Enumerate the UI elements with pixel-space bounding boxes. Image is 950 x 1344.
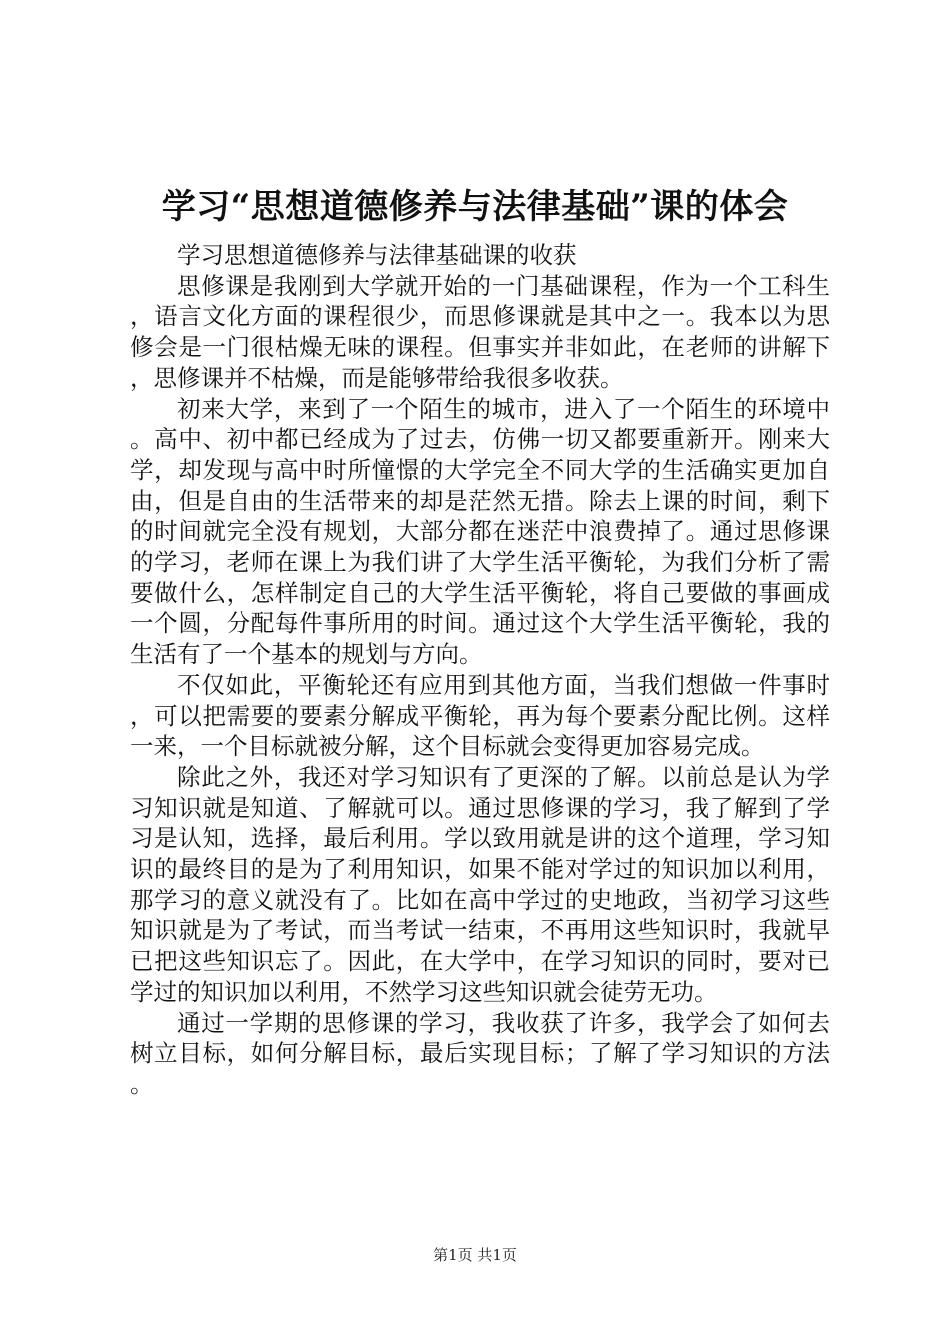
body-paragraph: 初来大学，来到了一个陌生的城市，进入了一个陌生的环境中。高中、初中都已经成为了过去，仿佛一切又都要重新开。刚来大学，却发现与高中时所憧憬的大学完全不同大学的生活确实更加自由，但是自由的生活带来的却是茫然无措。除去上课的时间，剩下的时间就完全没有规划，大部分都在迷茫中浪费掉了。通过思修课的学习，老师在课上为我们讲了大学生活平衡轮，为我们分析了需要做什么，怎样制定自己的大学生活平衡轮，将自己要做的事画成一个圆，分配每件事所用的时间。通过这个大学生活平衡轮，我的生活有了一个基本的规划与方向。 bbox=[130, 394, 830, 669]
page-footer: 第1页 共1页 bbox=[433, 1246, 517, 1264]
body-paragraph: 除此之外，我还对学习知识有了更深的了解。以前总是认为学习知识就是知道、了解就可以。通过思修课的学习，我了解到了学习是认知，选择，最后利用。学以致用就是讲的这个道理，学习知识的最终目的是为了利用知识，如果不能对学过的知识加以利用，那学习的意义就没有了。比如在高中学过的史地政，当初学习这些知识就是为了考试，而当考试一结束，不再用这些知识时，我就早已把这些知识忘了。因此，在大学中，在学习知识的同时，要对已学过的知识加以利用，不然学习这些知识就会徒劳无功。 bbox=[130, 762, 830, 1006]
document-body bbox=[130, 240, 830, 1100]
subtitle-paragraph: 学习思想道德修养与法律基础课的收获 bbox=[177, 241, 577, 269]
body-paragraph: 不仅如此，平衡轮还有应用到其他方面，当我们想做一件事时，可以把需要的要素分解成平衡轮，再为每个要素分配比例。这样一来，一个目标就被分解，这个目标就会变得更加容易完成。 bbox=[130, 670, 830, 761]
document-title: 学习“思想道德修养与法律基础”课的体会 bbox=[161, 187, 789, 227]
body-paragraph: 通过一学期的思修课的学习，我收获了许多，我学会了如何去树立目标，如何分解目标，最后实现目标；了解了学习知识的方法。 bbox=[130, 1008, 830, 1098]
body-paragraph: 思修课是我刚到大学就开始的一门基础课程，作为一个工科生，语言文化方面的课程很少，而思修课就是其中之一。我本以为思修会是一门很枯燥无味的课程。但事实并非如此，在老师的讲解下，思修课并不枯燥，而是能够带给我很多收获。 bbox=[130, 271, 830, 392]
